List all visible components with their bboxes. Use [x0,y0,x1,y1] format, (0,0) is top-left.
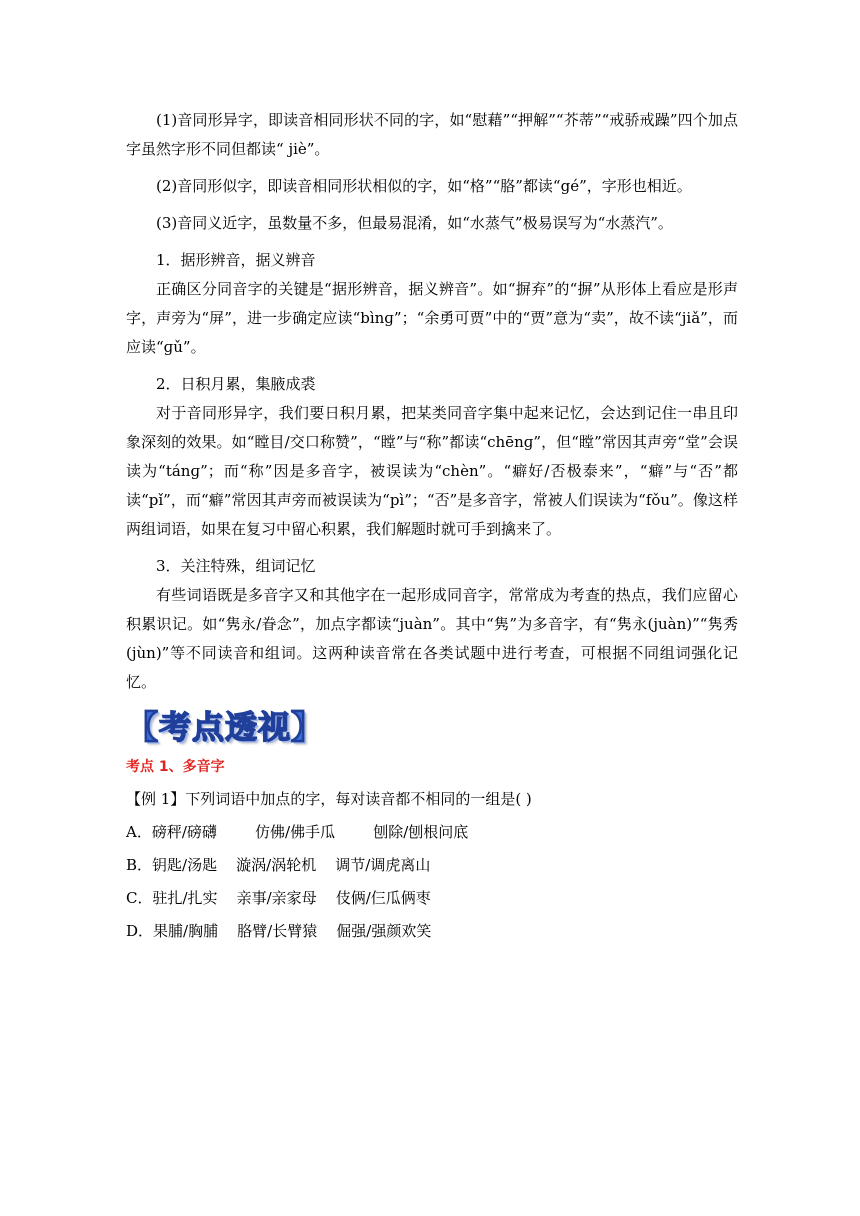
option-a: A．磅秤/磅礴 仿佛/佛手瓜 刨除/刨根问底 [126,823,469,841]
kaodian-title: 考点 1、多音字 [126,759,225,775]
option-c: C．驻扎/扎实 亲事/亲家母 伎俩/仨瓜俩枣 [126,889,431,907]
paragraph-tongyin-xingsi: (2)音同形似字，即读音相同形状相似的字，如“格”“胳”都读“gé”，字形也相近。 [156,177,692,195]
paragraph-tongyin-xingyi: (1)音同形异字，即读音相同形状不同的字，如“慰藉”“押解”“芥蒂”“戒骄戒躁”四个加点字虽然字形不同但都读“ jiè”。 [126,111,738,158]
section-body-3: 有些词语既是多音字又和其他字在一起形成同音字，常常成为考查的热点，我们应留心积累识记。如“隽永/眷念”，加点字都读“juàn”。其中“隽”为多音字，有“隽永(juàn)”“隽秀(jùn)”等不同读音和组词。这两种读音常在各类试题中进行考查，可根据不同组词强化记忆。 [126,586,738,691]
banner-title: 【考点透视】 [126,708,325,746]
kaodian-toushi-banner [126,703,738,747]
section-body-2: 对于音同形异字，我们要日积月累，把某类同音字集中起来记忆，会达到记住一串且印象深刻的效果。如“瞠目/交口称赞”，“瞠”与“称”都读“chēnɡ”，但“瞠”常因其声旁“堂”会误读为“tánɡ”；而“称”因是多音字，被误读为“chèn”。“癖好/否极泰来”，“癖”与“否”都读“pǐ”，而“癖”常因其声旁而被误读为“pì”；“否”是多音字，常被人们误读为“fǒu”。像这样两组词语，如果在复习中留心积累，我们解题时就可手到擒来了。 [126,404,738,538]
section-heading-3: 3．关注特殊，组词记忆 [156,557,316,575]
option-d: D．果脯/胸脯 胳臂/长臂猿 倔强/强颜欢笑 [126,922,432,940]
paragraph-tongyin-yijin: (3)音同义近字，虽数量不多，但最易混淆，如“水蒸气”极易误写为“水蒸汽”。 [156,214,673,232]
document-content [126,106,738,946]
section-heading-2: 2．日积月累，集腋成裘 [156,375,316,393]
example-stem: 【例 1】下列词语中加点的字，每对读音都不相同的一组是( ) [126,790,532,808]
option-b: B．钥匙/汤匙 漩涡/涡轮机 调节/调虎离山 [126,856,431,874]
section-body-1: 正确区分同音字的关键是“据形辨音，据义辨音”。如“摒弃”的“摒”从形体上看应是形声字，声旁为“屏”，进一步确定应读“bìnɡ”；“余勇可贾”中的“贾”意为“卖”，故不读“jiǎ”，而应读“ɡǔ”。 [126,280,738,356]
section-heading-1: 1．据形辨音，据义辨音 [156,251,316,269]
